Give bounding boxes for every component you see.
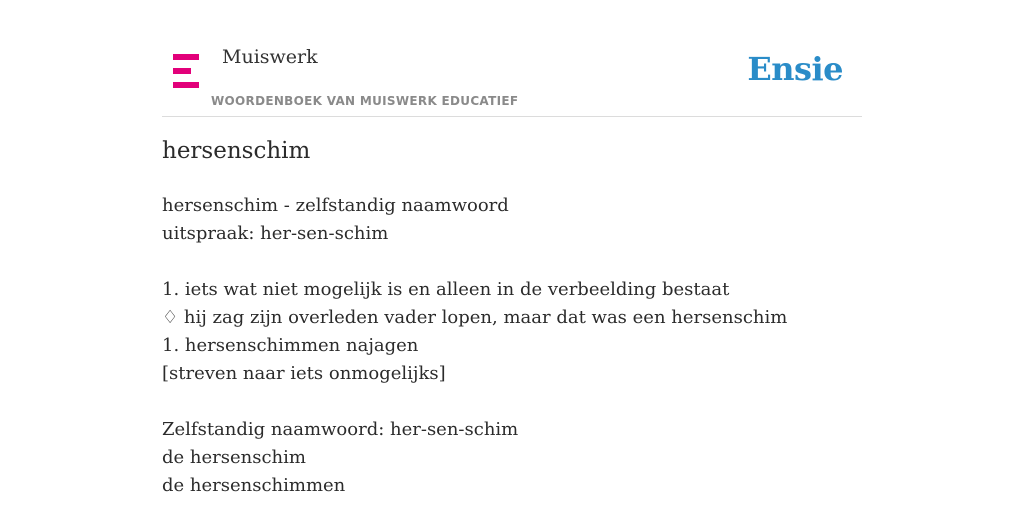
site-name[interactable]: Muiswerk [222, 46, 318, 68]
definition-body [162, 192, 787, 500]
logo-bar-top [173, 54, 199, 60]
definition-spacer [162, 248, 787, 276]
definition-line-expression-meaning: [streven naar iets onmogelijks] [162, 363, 446, 384]
definition-line-singular: de hersenschim [162, 447, 306, 468]
definition-line-pronunciation: uitspraak: her-sen-schim [162, 223, 389, 244]
definition-line-example: ♢ hij zag zijn overleden vader lopen, maar dat was een hersenschim [162, 307, 788, 328]
definition-line-plural: de hersenschimmen [162, 475, 346, 496]
definition-spacer [162, 388, 787, 416]
logo-bar-bottom [173, 82, 199, 88]
site-subtitle: WOORDENBOEK VAN MUISWERK EDUCATIEF [211, 94, 519, 108]
definition-line-meaning: 1. iets wat niet mogelijk is en alleen in de verbeelding bestaat [162, 279, 730, 300]
definition-line-expression: 1. hersenschimmen najagen [162, 335, 419, 356]
definition-line-syllables: Zelfstandig naamwoord: her-sen-schim [162, 419, 519, 440]
page-container [162, 0, 862, 496]
site-header [162, 0, 862, 117]
muiswerk-logo-icon[interactable] [173, 54, 199, 88]
logo-bar-middle [173, 68, 191, 74]
ensie-brand-link[interactable]: Ensie [747, 50, 843, 88]
page-title: hersenschim [162, 138, 311, 164]
definition-line-word-type: hersenschim - zelfstandig naamwoord [162, 195, 509, 216]
